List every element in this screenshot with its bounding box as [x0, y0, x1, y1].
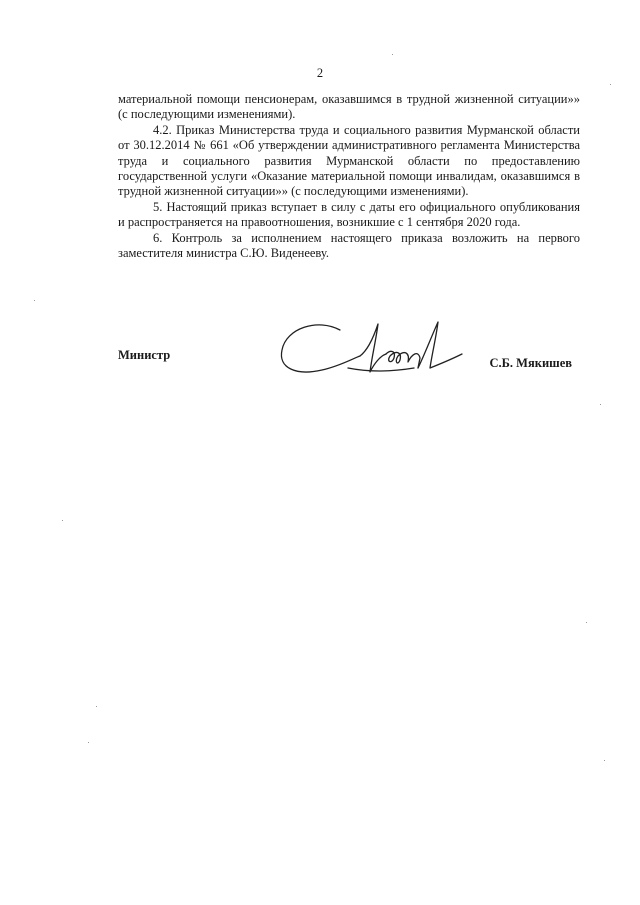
paragraph-5: 5. Настоящий приказ вступает в силу с даты его официального опубликования и распространяется на правоотношения, возникшие с 1 сентября 2020 года. — [118, 199, 580, 230]
signature-block — [118, 322, 580, 392]
signer-title: Министр — [118, 348, 171, 362]
scan-speck — [88, 742, 89, 743]
scan-speck — [586, 622, 587, 623]
paragraph-4-2: 4.2. Приказ Министерства труда и социального развития Мурманской области от 30.12.2014 № 661 «Об утверждении административного регламента Министерства труда и социального развития Мурманской области по предоставлению государственной услуги «Оказание материальной помощи инвалидам, оказавшимся в трудной жизненной ситуации»» (с последующими изменениями). — [118, 122, 580, 199]
paragraph-6: 6. Контроль за исполнением настоящего приказа возложить на первого заместителя министра С.Ю. Виденееву. — [118, 230, 580, 261]
scan-speck — [62, 520, 63, 521]
page-number: 2 — [316, 66, 324, 80]
scan-speck — [600, 404, 601, 405]
scan-speck — [96, 706, 97, 707]
document-body — [118, 92, 580, 261]
scan-speck — [610, 84, 611, 85]
scan-speck — [34, 300, 35, 301]
paragraph-continuation: материальной помощи пенсионерам, оказавшимся в трудной жизненной ситуации»» (с последующими изменениями). — [118, 92, 580, 122]
signer-name: С.Б. Мякишев — [489, 356, 572, 370]
scan-speck — [392, 54, 393, 55]
handwritten-signature — [278, 310, 468, 385]
scan-speck — [604, 760, 605, 761]
